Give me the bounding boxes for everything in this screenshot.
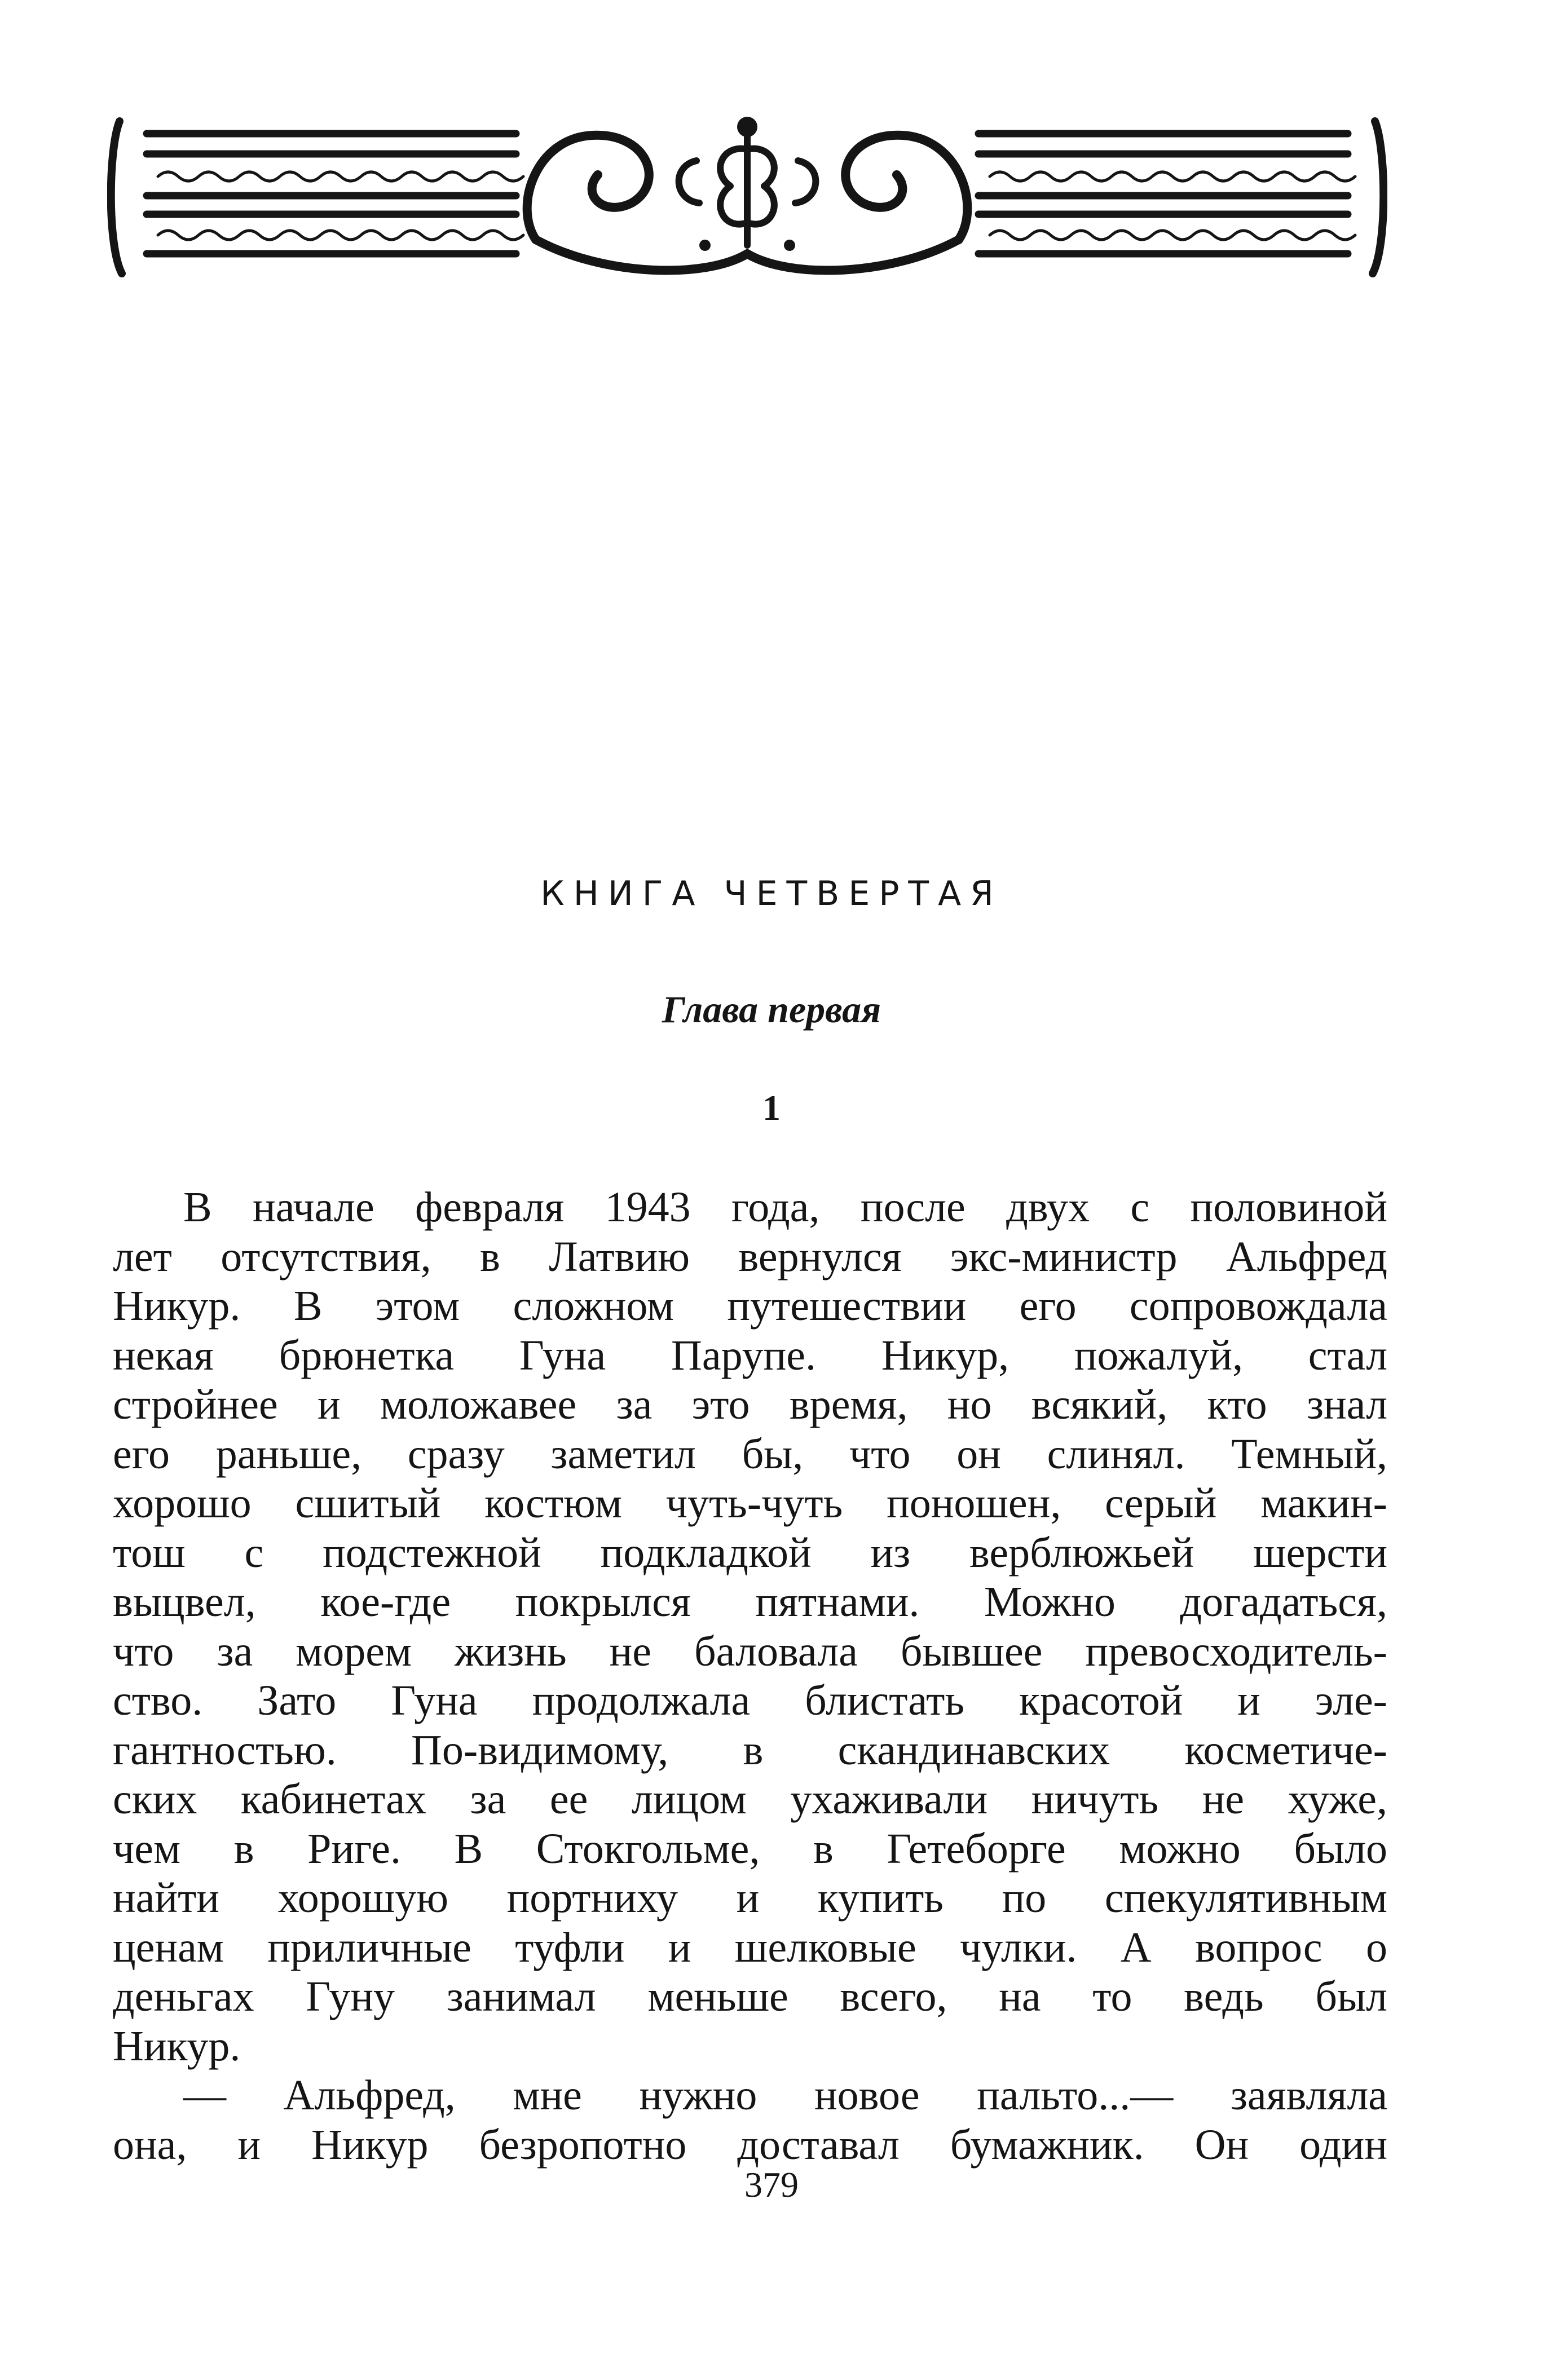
text-line: его раньше, сразу заметил бы, что он слинял. Темный, <box>113 1430 1387 1478</box>
text-line: ство. Зато Гуна продолжала блистать красотой и эле- <box>113 1677 1387 1724</box>
text-line: лет отсутствия, в Латвию вернулся экс-министр Альфред <box>113 1233 1387 1280</box>
body-text <box>113 1183 1387 2170</box>
text-line: ценам приличные туфли и шелковые чулки. А вопрос о <box>113 1923 1387 1971</box>
text-line: что за морем жизнь не баловала бывшее превосходитель- <box>113 1627 1387 1675</box>
text-line: Никур. В этом сложном путешествии его сопровождала <box>113 1282 1387 1330</box>
text-line: она, и Никур безропотно доставал бумажник. Он один <box>113 2121 1387 2169</box>
chapter-title: Глава первая <box>662 988 881 1031</box>
page-number: 379 <box>744 2165 799 2205</box>
text-line: некая брюнетка Гуна Парупе. Никур, пожалуй, стал <box>113 1331 1387 1379</box>
text-line: чем в Риге. В Стокгольме, в Гетеборге можно было <box>113 1825 1387 1873</box>
section-number: 1 <box>762 1088 781 1128</box>
book-title: КНИГА ЧЕТВЕРТАЯ <box>540 874 1003 913</box>
text-line: тош с подстежной подкладкой из верблюжьей шерсти <box>113 1529 1387 1577</box>
text-line: — Альфред, мне нужно новое пальто...— заявляла <box>183 2072 1387 2119</box>
text-line: выцвел, кое-где покрылся пятнами. Можно догадаться, <box>113 1578 1387 1626</box>
text-line: В начале февраля 1943 года, после двух с половиной <box>183 1184 1387 1231</box>
text-line: Никур. <box>113 2022 241 2070</box>
text-line: гантностью. По-видимому, в скандинавских косметиче- <box>113 1726 1387 1774</box>
text-line: ских кабинетах за ее лицом ухаживали ничуть не хуже, <box>113 1776 1387 1823</box>
headpiece-ornament <box>107 110 1387 282</box>
text-line: хорошо сшитый костюм чуть-чуть поношен, серый макин- <box>113 1480 1387 1527</box>
text-line: найти хорошую портниху и купить по спекулятивным <box>113 1874 1387 1922</box>
text-line: деньгах Гуну занимал меньше всего, на то ведь был <box>113 1973 1387 2020</box>
text-line: стройнее и моложавее за это время, но всякий, кто знал <box>113 1381 1387 1428</box>
